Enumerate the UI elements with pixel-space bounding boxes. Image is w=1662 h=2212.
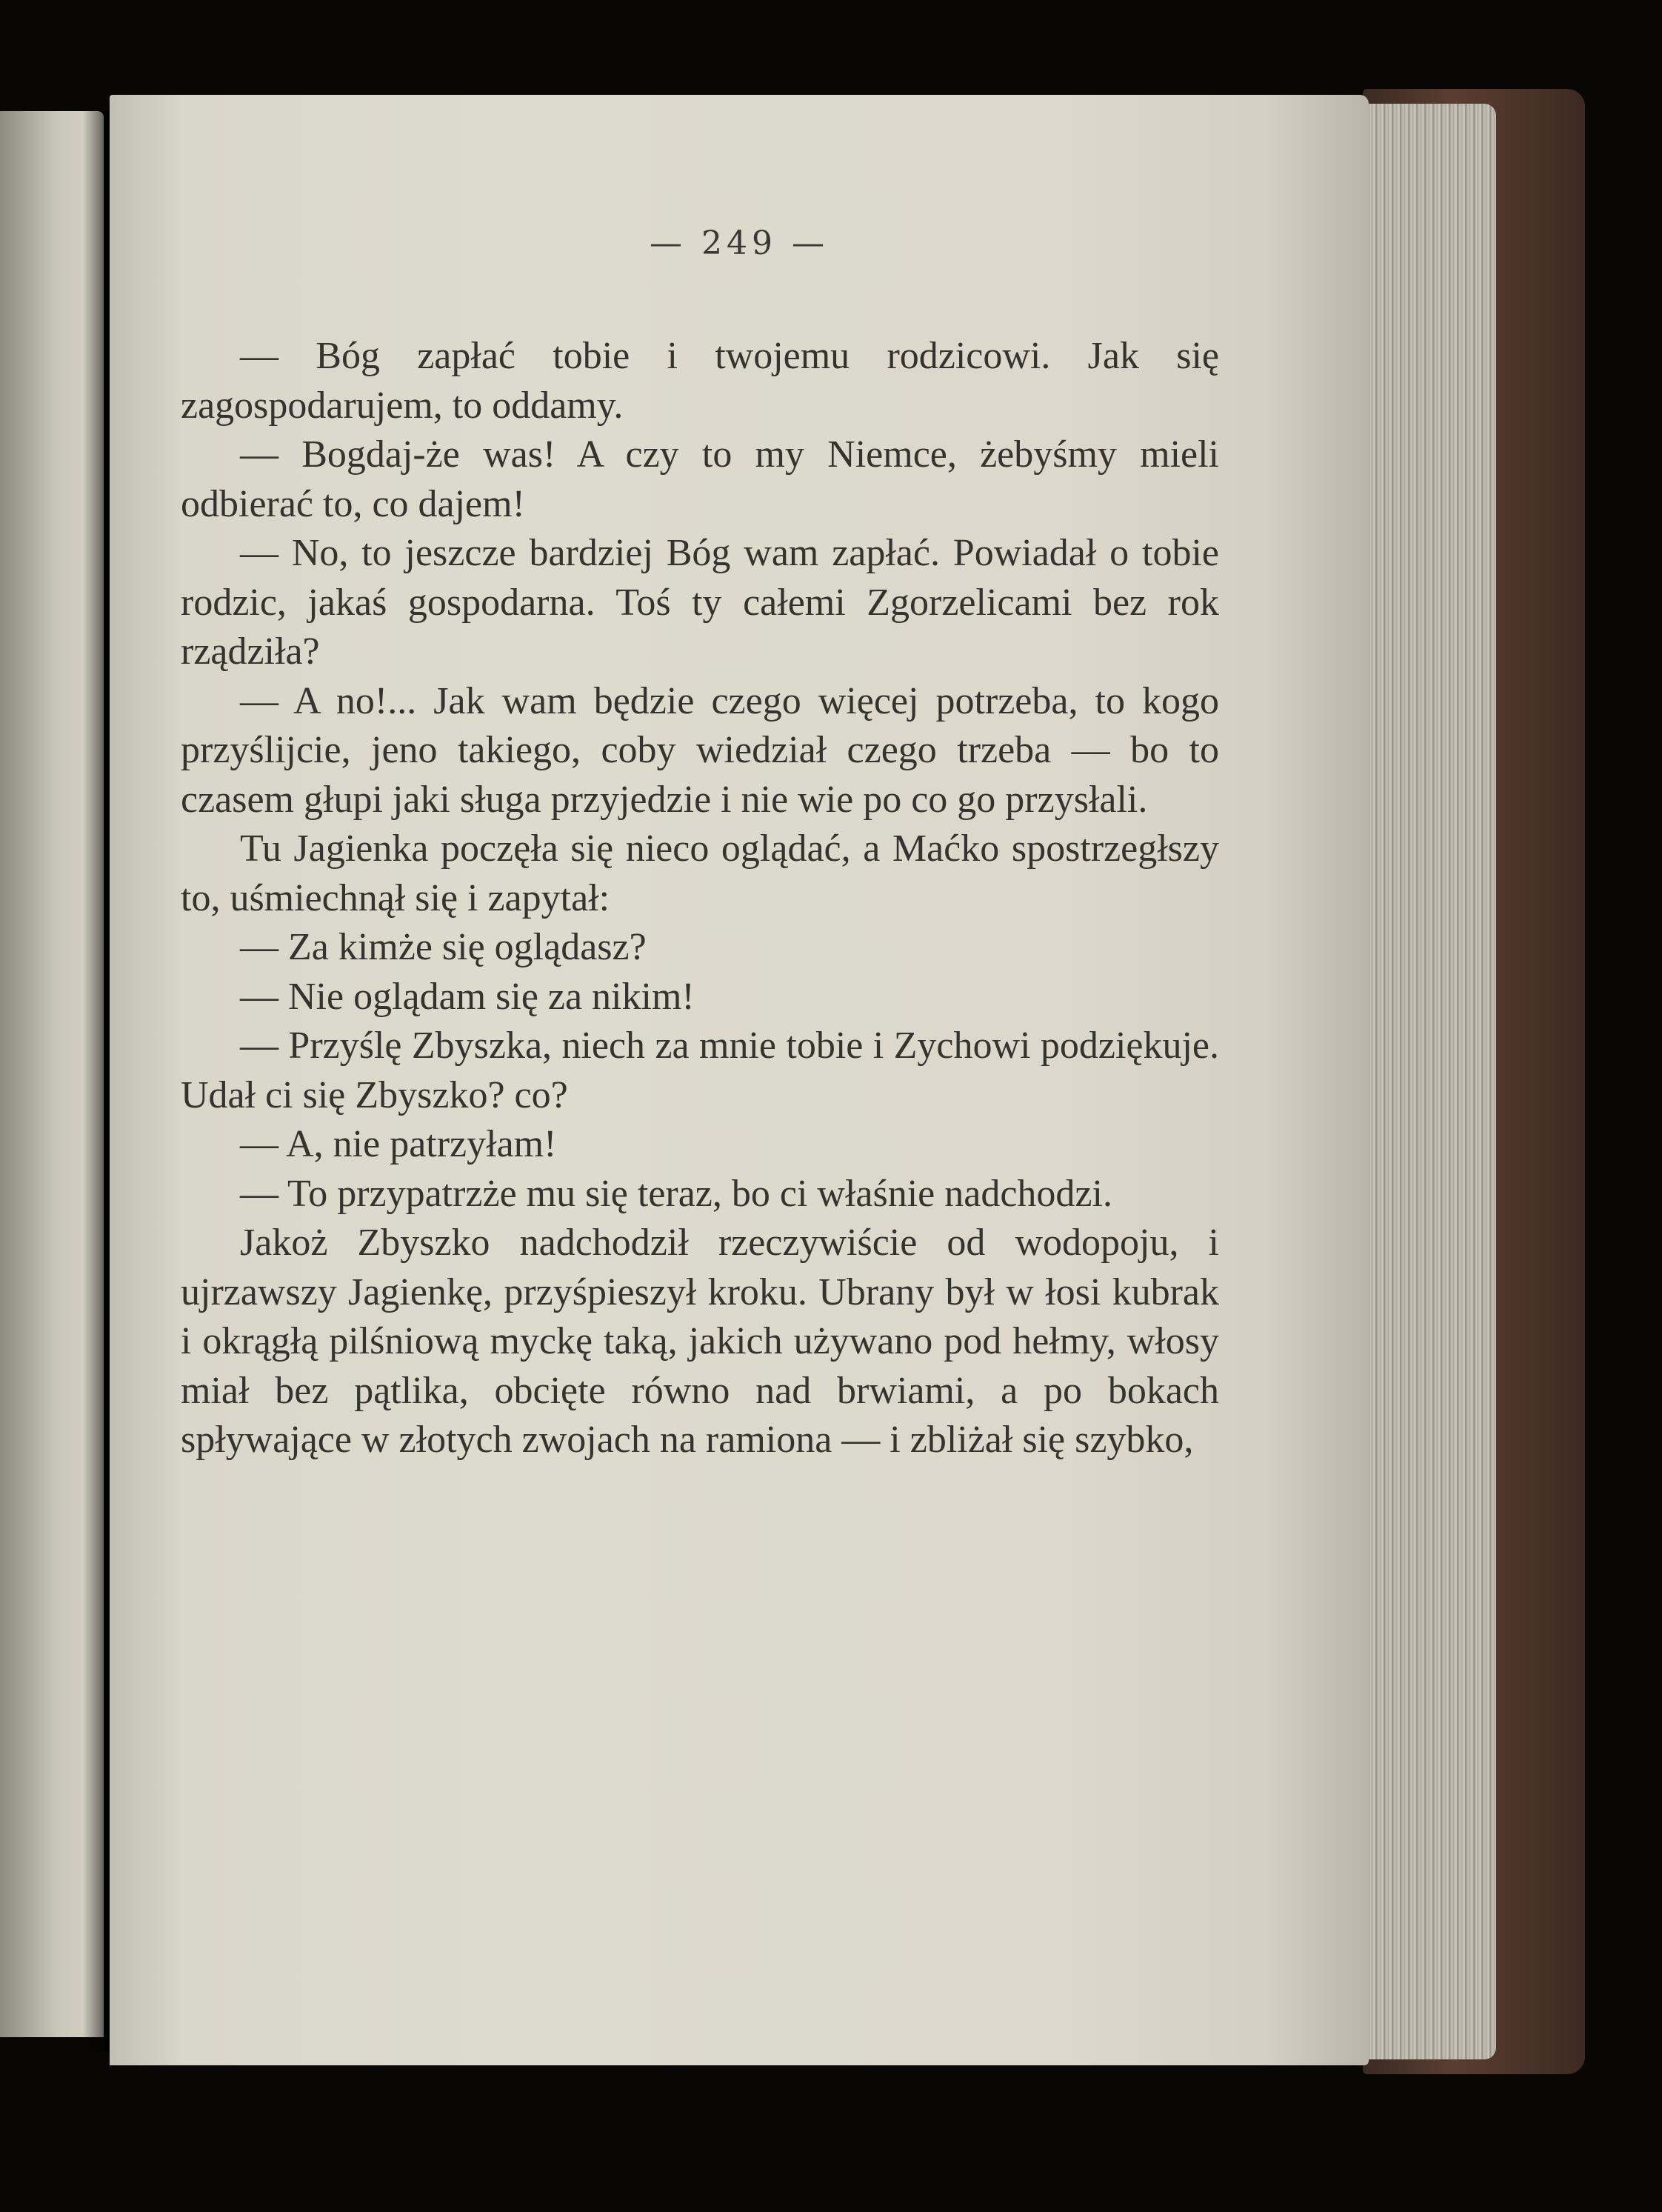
paragraph: — A, nie patrzyłam! — [240, 1123, 557, 1165]
page-text — [181, 332, 1219, 1465]
gutter-shadow — [83, 111, 113, 2052]
paragraph: — Przyślę Zbyszka, niech za mnie tobie i Zychowi podziękuje. Udał ci się Zbyszko? co? — [181, 1025, 1219, 1116]
paragraph: — Bóg zapłać tobie i twojemu rodzicowi. Jak się zagospodarujem, to oddamy. — [181, 335, 1219, 427]
book-page — [110, 95, 1369, 2065]
page-block-edges — [1348, 104, 1496, 2059]
paragraph: — Bogdaj-że was! A czy to my Niemce, żebyśmy mieli odbierać to, co dajem! — [181, 433, 1219, 525]
paragraph: — Za kimże się oglądasz? — [240, 926, 647, 968]
paragraph: — No, to jeszcze bardziej Bóg wam zapłać. Powiadał o tobie rodzic, jakaś gospodarna. Toś ty całemi Zgorzelicami bez rok rządziła? — [181, 532, 1219, 673]
paragraph: — Nie oglądam się za nikim! — [240, 975, 695, 1018]
paragraph: Jakoż Zbyszko nadchodził rzeczywiście od wodopoju, i ujrzawszy Jagienkę, przyśpieszył kroku. Ubrany był w łosi kubrak i okrągłą pilśniową myckę taką, jakich używano pod hełmy, włosy miał bez pątlika, obcięte równo nad brwiami, a po bokach spływające w złotych zwojach na ramiona — i zbliżał się szybko, — [181, 1222, 1219, 1461]
paragraph: Tu Jagienka poczęła się nieco oglądać, a Maćko spostrzegłszy to, uśmiechnął się i zapytał: — [181, 827, 1219, 919]
paragraph: — To przypatrzże mu się teraz, bo ci właśnie nadchodzi. — [240, 1172, 1112, 1215]
page-number: — 249 — — [650, 224, 829, 262]
paragraph: — A no!... Jak wam będzie czego więcej potrzeba, to kogo przyślijcie, jeno takiego, coby wiedział czego trzeba — bo to czasem głupi jaki sługa przyjedzie i nie wie po co go przysłali. — [181, 679, 1219, 821]
